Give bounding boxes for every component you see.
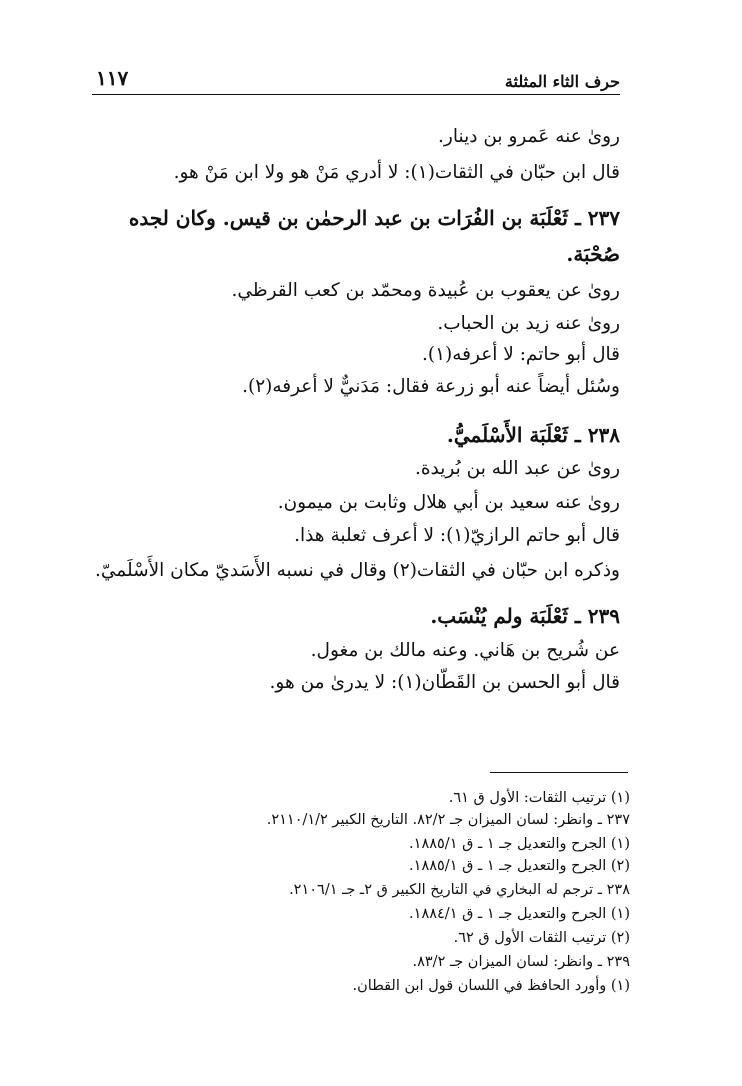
entry-heading-237: ٢٣٧ ـ ثَعْلَبَة بن الفُرَات بن عبد الرحمٰن بن قيس. وكان لجده [128,206,620,230]
entry-heading-239: ٢٣٩ ـ ثَعْلَبَة ولم يُنْسَب. [430,604,620,628]
text-line: عن شُريح بن هَاني. وعنه مالك بن مغول. [310,640,620,661]
footnote-line: (٢) الجرح والتعديل جـ ١ ـ ق ١٨٨٥/١. [409,858,630,874]
text-line: وسُئل أيضاً عنه أبو زرعة فقال: مَدَنيٌّ لا أعرفه(٢). [242,376,620,397]
text-line: رویٰ عنه زيد بن الحباب. [437,313,620,334]
text-line: وذكره ابن حبّان في الثقات(٢) وقال في نسبه الأَسَديّ مكان الأَسْلَميّ. [94,560,620,581]
text-line: قال أبو حاتم: لا أعرفه(١). [421,344,620,365]
text-line: رویٰ عن عبد الله بن بُريدة. [414,458,620,479]
footnote-line: (١) ترتيب الثقات: الأول ق ٦١. [448,790,630,806]
footnote-line: (١) الجرح والتعديل جـ ١ ـ ق ١٨٨٤/١. [409,906,630,922]
footnote-line: (٢) ترتيب الثقات الأول ق ٦٢. [453,930,630,946]
entry-heading-238: ٢٣٨ ـ ثَعْلَبَة الأَسْلَميُّ. [446,423,620,447]
text-line: قال أبو الحسن بن القَطّان(١): لا يدرىٰ من هو. [269,672,620,693]
header-rule [92,94,620,95]
footnote-line: (١) وأورد الحافظ في اللسان قول ابن القطان. [352,978,630,994]
text-line: قال ابن حبّان في الثقات(١): لا أدري مَنْ هو ولا ابن مَنْ هو. [173,162,620,183]
text-line: قال أبو حاتم الرازيّ(١): لا أعرف ثعلبة هذا. [294,525,620,546]
running-title: حرف الثاء المثلثة [504,72,620,91]
text-line: رویٰ عنه سعيد بن أبي هلال وثابت بن ميمون. [277,492,620,513]
text-line: رویٰ عنه عَمرو بن دينار. [438,126,620,147]
footnote-line: ٢٣٩ ـ وانظر: لسان الميزان جـ ٨٣/٢. [412,954,630,970]
footnote-line: ٢٣٧ ـ وانظر: لسان الميزان جـ ٨٢/٢. التاريخ الكبير ٢١١٠/١/٢. [266,812,630,828]
text-line: رویٰ عن يعقوب بن عُبيدة ومحمّد بن كعب القرظي. [231,280,620,301]
footnote-rule [490,772,628,773]
entry-heading-237-continued: صُحْبَة. [566,242,620,266]
footnote-line: ٢٣٨ ـ ترجم له البخاري في التاريخ الكبير ق ٢ـ جـ ٢١٠٦/١. [289,882,630,898]
page-number: ١١٧ [96,66,129,90]
footnote-line: (١) الجرح والتعديل جـ ١ ـ ق ١٨٨٥/١. [409,836,630,852]
page-header [92,64,620,94]
